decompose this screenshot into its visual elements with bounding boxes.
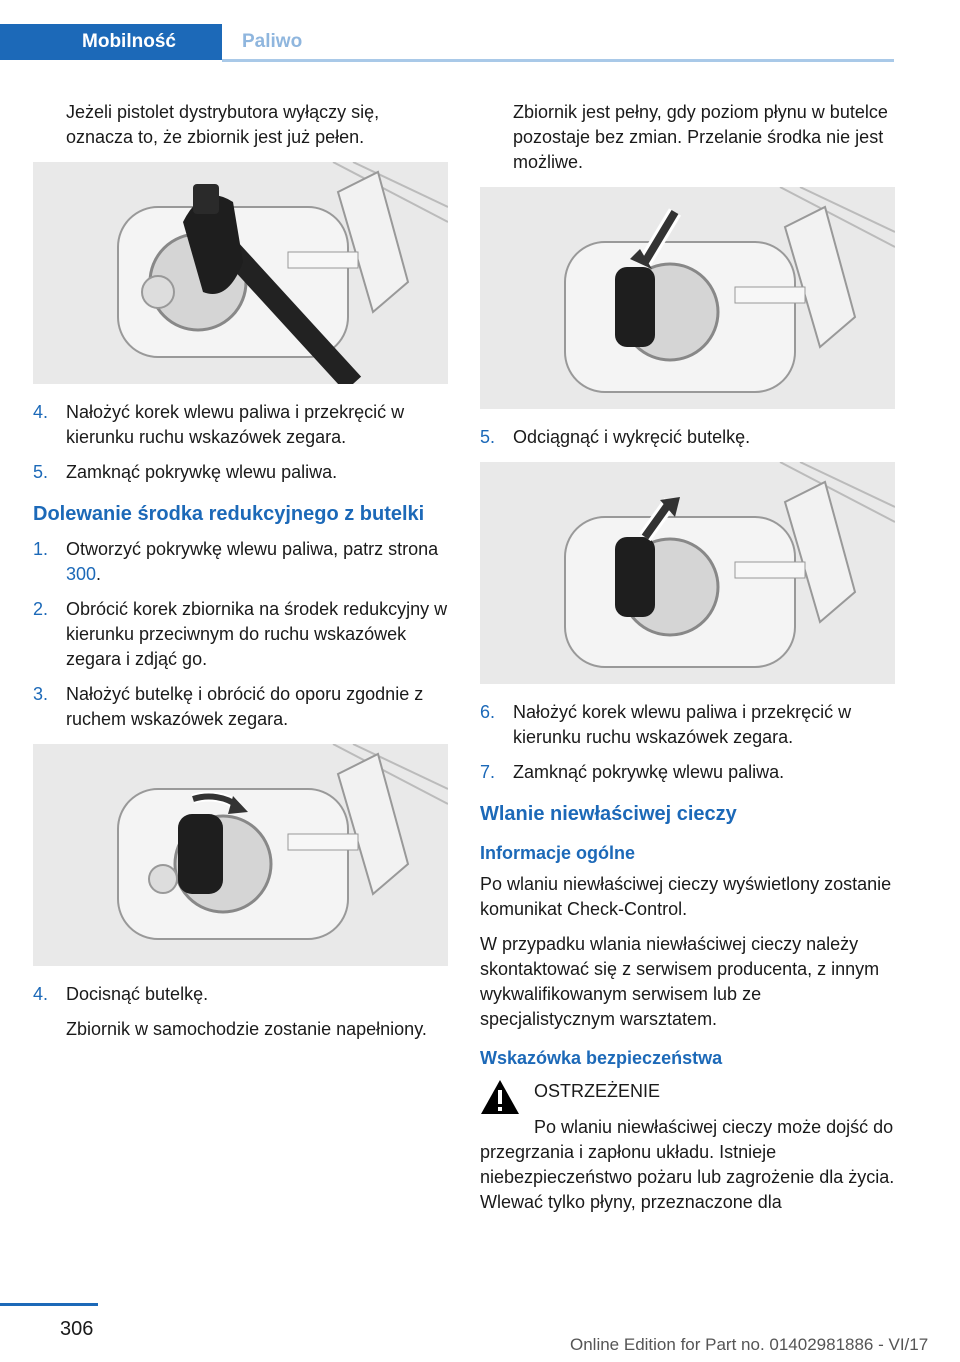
step-item	[33, 537, 448, 587]
step-item	[480, 425, 895, 450]
intro-paragraph: Jeżeli pistolet dystrybutora wyłączy się, oznacza to, że zbiornik jest już pełen.	[66, 102, 380, 147]
warning-block	[480, 1079, 895, 1115]
figure-fuel-nozzle	[33, 162, 448, 384]
step-number: 7.	[480, 762, 496, 782]
step-number: 4.	[33, 984, 49, 1004]
edition-note: Online Edition for Part no. 01402981886 - VI/17	[570, 1335, 929, 1354]
step-text: Nałożyć butelkę i obrócić do oporu zgodnie z ruchem wskazówek zegara.	[66, 684, 424, 729]
step-text: Docisnąć butelkę.	[66, 984, 209, 1004]
step-item	[480, 760, 895, 785]
subheading-safety: Wskazówka bezpieczeństwa	[480, 1048, 723, 1068]
step-item	[33, 597, 448, 672]
warning-icon	[480, 1079, 520, 1115]
step-item	[33, 400, 448, 450]
section-heading-refill: Dolewanie środka redukcyjnego z butelki	[33, 503, 425, 525]
step-number: 6.	[480, 702, 496, 722]
figure-bottle-rotate	[33, 744, 448, 966]
page-number: 306	[60, 1318, 94, 1340]
step-text: Otworzyć pokrywkę wlewu paliwa, patrz strona 300.	[66, 539, 439, 584]
step-text: Odciągnąć i wykręcić butelkę.	[513, 427, 751, 447]
step-text: Zamknąć pokrywkę wlewu paliwa.	[66, 462, 338, 482]
step-item	[33, 982, 448, 1007]
page-header	[0, 24, 894, 62]
right-column	[480, 100, 895, 1225]
step-text: Zamknąć pokrywkę wlewu paliwa.	[513, 762, 785, 782]
intro-paragraph: Zbiornik jest pełny, gdy poziom płynu w butelce pozostaje bez zmian. Przelanie środka nie jest możliwe.	[513, 102, 888, 172]
warning-title: OSTRZEŻENIE	[534, 1081, 661, 1101]
step-item	[33, 460, 448, 485]
general-paragraph: W przypadku wlania niewłaściwej cieczy należy skontaktować się z serwisem producenta, z innym wykwalifikowanym serwisem lub ze specjalistycznym warsztatem.	[480, 934, 880, 1029]
subheading-general: Informacje ogólne	[480, 843, 636, 863]
header-divider	[222, 59, 894, 62]
step-number: 2.	[33, 599, 49, 619]
step-text: Nałożyć korek wlewu paliwa i przekręcić w kierunku ruchu wskazówek zegara.	[513, 702, 852, 747]
figure-bottle-insert	[480, 187, 895, 409]
step-number: 5.	[480, 427, 496, 447]
left-column	[33, 100, 448, 1052]
step-text: Nałożyć korek wlewu paliwa i przekręcić w kierunku ruchu wskazówek zegara.	[66, 402, 405, 447]
step-note: Zbiornik w samochodzie zostanie napełniony.	[66, 1019, 427, 1039]
figure-bottle-remove	[480, 462, 895, 684]
step-item	[33, 682, 448, 732]
warning-text: Po wlaniu niewłaściwej cieczy może dojść do przegrzania i zapłonu układu. Istnieje niebezpieczeństwo pożaru lub zagrożenie dla życia. Wlewać tylko płyny, przeznaczone dla	[480, 1117, 895, 1212]
step-number: 1.	[33, 539, 49, 559]
step-number: 5.	[33, 462, 49, 482]
section-tab[interactable]: Mobilność	[0, 24, 222, 60]
footer-divider	[0, 1303, 98, 1306]
step-item	[480, 700, 895, 750]
step-number: 4.	[33, 402, 49, 422]
general-paragraph: Po wlaniu niewłaściwej cieczy wyświetlony zostanie komunikat Check-Control.	[480, 874, 892, 919]
step-number: 3.	[33, 684, 49, 704]
page-link[interactable]: 300	[66, 564, 97, 584]
subsection-tab[interactable]: Paliwo	[242, 31, 303, 52]
section-heading-wrong-liquid: Wlanie niewłaściwej cieczy	[480, 803, 737, 825]
step-text: Obrócić korek zbiornika na środek redukcyjny w kierunku przeciwnym do ruchu wskazówek zegara i zdjąć go.	[66, 599, 448, 669]
